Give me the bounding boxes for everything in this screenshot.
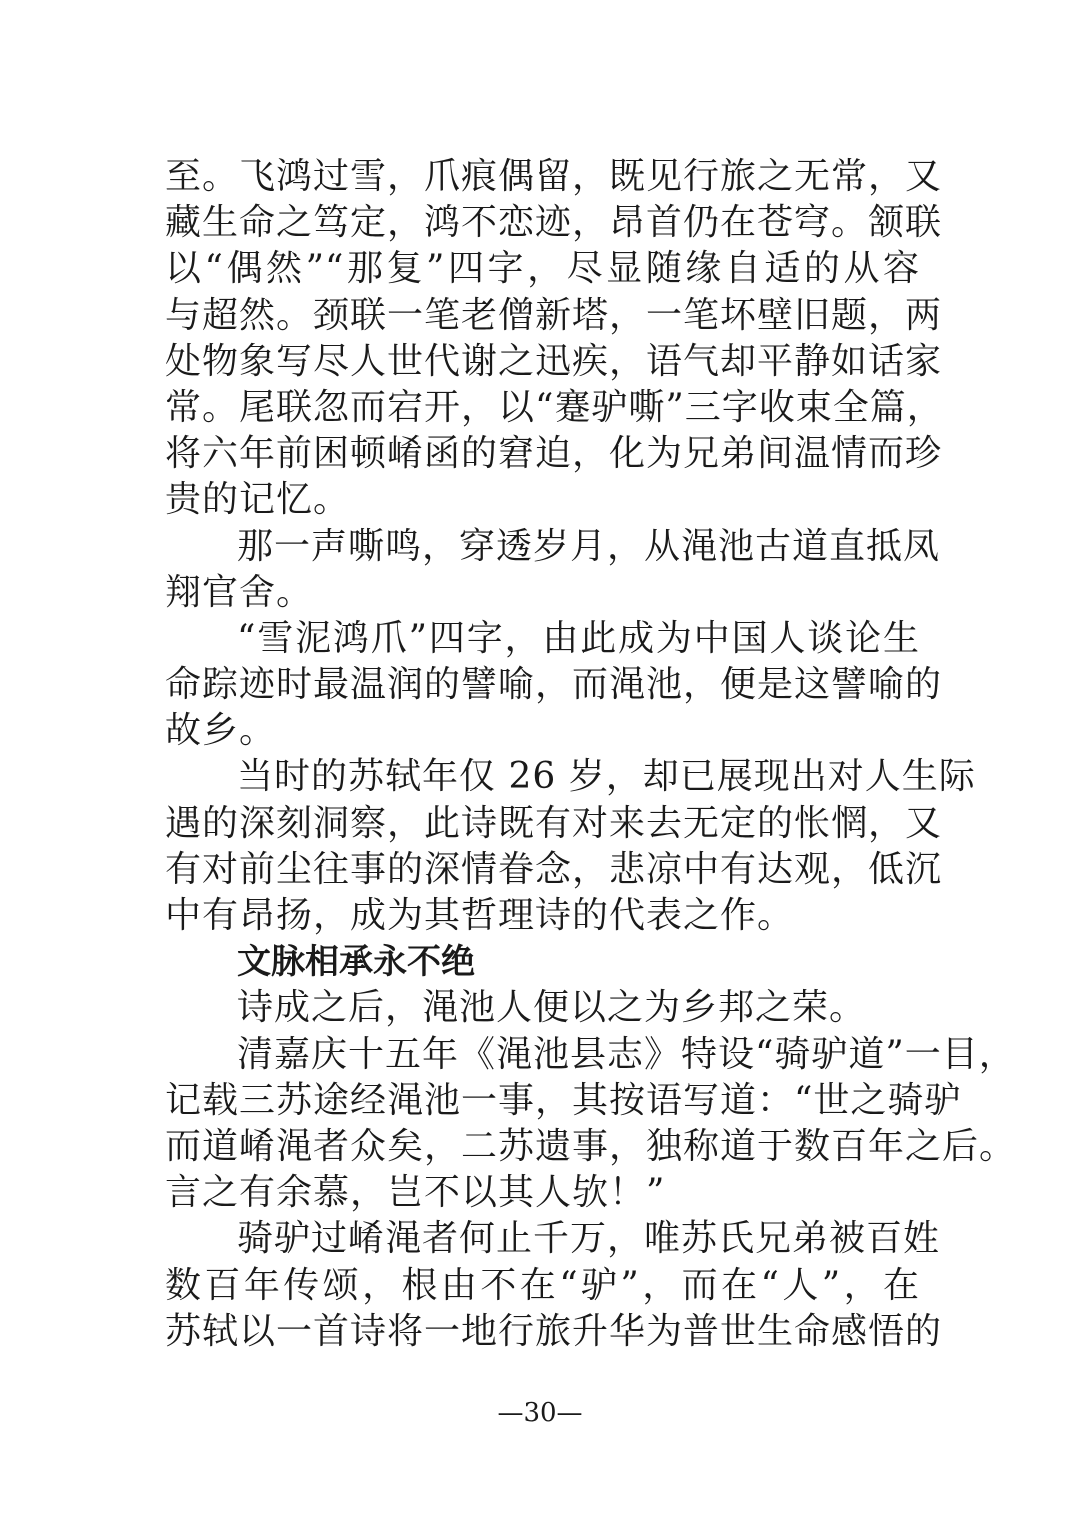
page-number: —30— — [497, 1398, 583, 1428]
text-line: 命踪迹时最温润的譬喻，而渑池，便是这譬喻的 — [165, 664, 943, 706]
text-line: 清嘉庆十五年《渑池县志》特设“骑驴道”一目， — [237, 1033, 1016, 1075]
text-line: 当时的苏轼年仅 26 岁，却已展现出对人生际 — [237, 756, 976, 798]
text-line: 故乡。 — [165, 710, 277, 752]
text-line: 诗成之后，渑池人便以之为乡邦之荣。 — [237, 987, 867, 1029]
text-line: 遇的深刻洞察，此诗既有对来去无定的怅惘，又 — [165, 802, 943, 844]
text-line: 记载三苏途经渑池一事，其按语写道：“世之骑驴 — [165, 1079, 962, 1121]
section-heading: 文脉相承永不绝 — [237, 942, 475, 983]
text-line: 数百年传颂，根由不在“驴”，而在“人”，在 — [165, 1264, 920, 1306]
text-line: 贵的记忆。 — [165, 479, 351, 521]
body-text — [165, 154, 1017, 1355]
text-line: 骑驴过崤渑者何止千万，唯苏氏兄弟被百姓 — [237, 1218, 941, 1260]
text-line: 那一声嘶鸣，穿透岁月，从渑池古道直抵凤 — [237, 525, 941, 567]
text-line: 以“偶然”“那复”四字，尽显随缘自适的从容 — [165, 248, 920, 290]
text-line: “雪泥鸿爪”四字，由此成为中国人谈论生 — [237, 617, 920, 659]
text-line: 藏生命之笃定，鸿不恋迹，昂首仍在苍穹。颔联 — [165, 202, 943, 244]
text-line: 至。飞鸿过雪，爪痕偶留，既见行旅之无常，又 — [165, 156, 943, 197]
text-line: 有对前尘往事的深情眷念，悲凉中有达观，低沉 — [165, 848, 943, 890]
text-line: 而道崤渑者众矣，二苏遗事，独称道于数百年之后。 — [165, 1125, 1017, 1167]
text-line: 常。尾联忽而宕开，以“蹇驴嘶”三字收束全篇， — [165, 386, 944, 428]
text-line: 将六年前困顿崤函的窘迫，化为兄弟间温情而珍 — [165, 433, 943, 475]
text-line: 苏轼以一首诗将一地行旅升华为普世生命感悟的 — [165, 1310, 943, 1352]
text-line: 言之有余慕，岂不以其人欤！” — [165, 1172, 666, 1214]
text-line: 与超然。颈联一笔老僧新塔，一笔坏壁旧题，两 — [165, 294, 943, 336]
text-line: 中有昂扬，成为其哲理诗的代表之作。 — [165, 895, 795, 936]
text-line: 处物象写尽人世代谢之迅疾，语气却平静如话家 — [165, 340, 943, 382]
text-line: 翔官舍。 — [165, 571, 314, 613]
